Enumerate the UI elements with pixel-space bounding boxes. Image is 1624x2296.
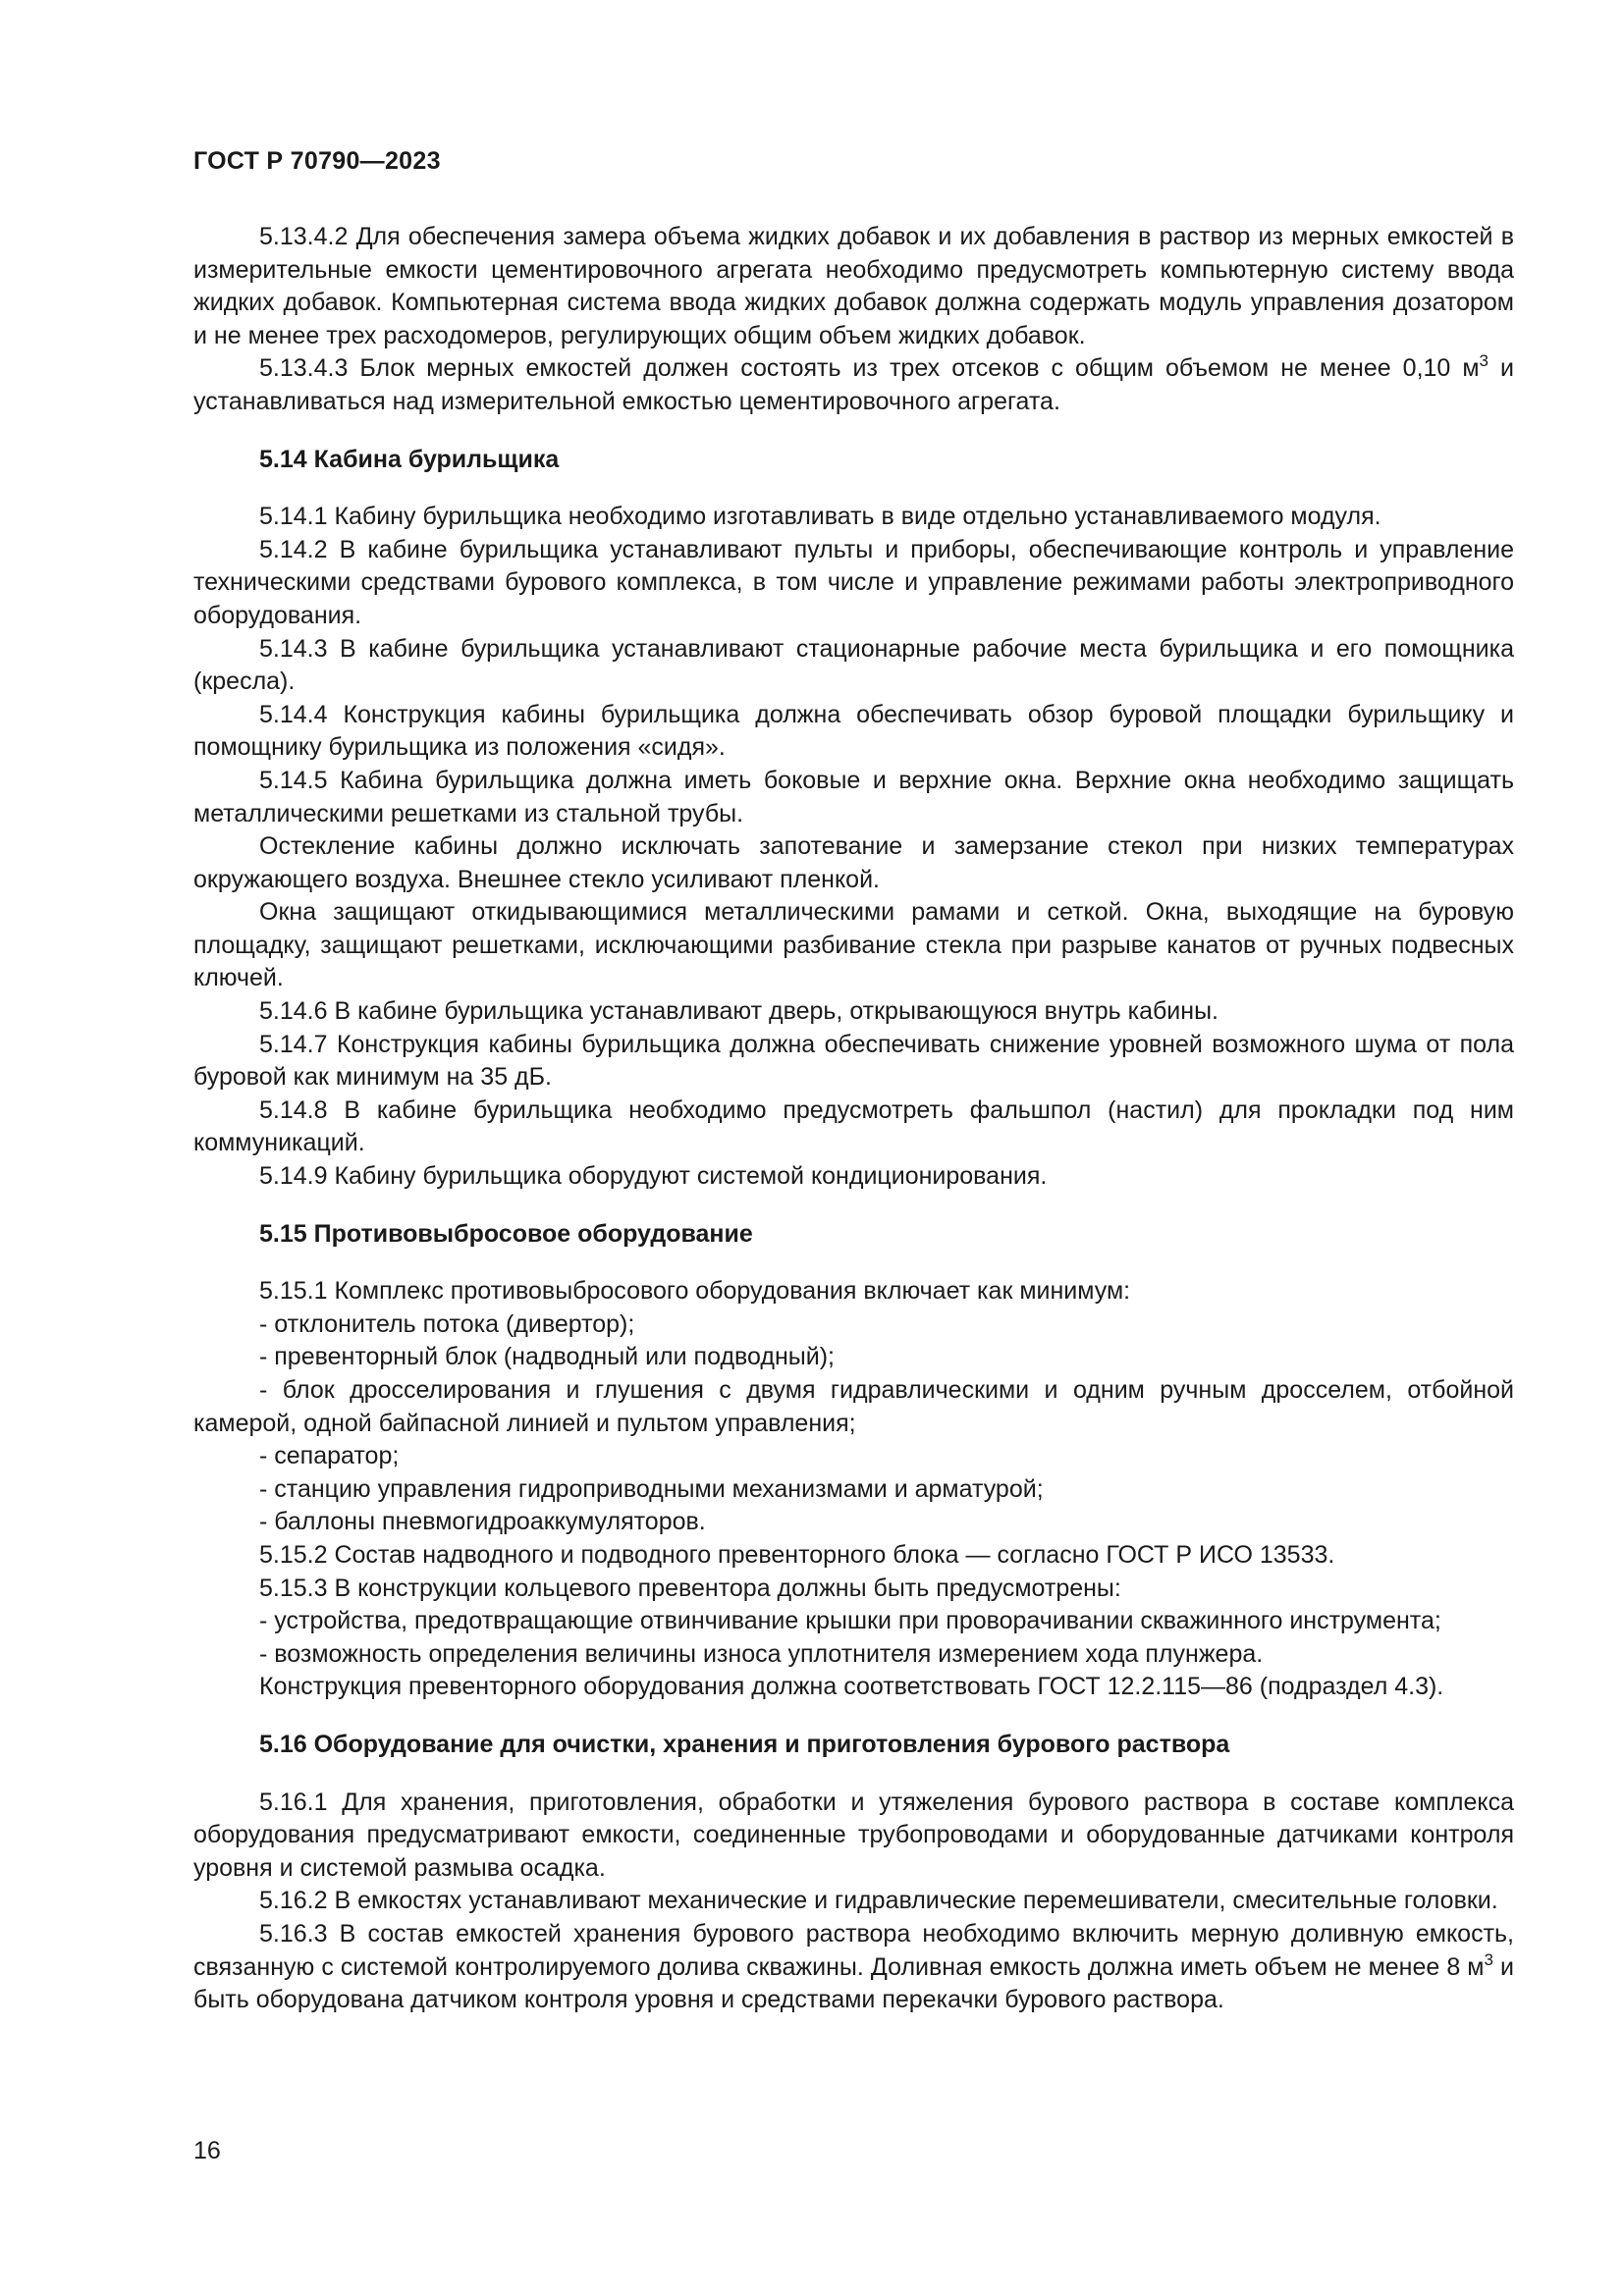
paragraph-5-14-7: 5.14.7 Конструкция кабины бурильщика должна обеспечивать снижение уровней возможного шума от пола буровой как минимум на 35 дБ. [193, 1030, 1514, 1092]
list-item: - сепаратор; [259, 1442, 400, 1470]
paragraph-5-16-1: 5.16.1 Для хранения, приготовления, обработки и утяжеления бурового раствора в составе комплекса оборудования предусматривают емкости, соединенные трубопроводами и оборудованные датчиками контроля уровня и системой размыва осадка. [193, 1788, 1514, 1882]
list-item: - блок дросселирования и глушения с двумя гидравлическими и одним ручным дросселем, отбойной камерой, одной байпасной линией и пультом управления; [193, 1376, 1514, 1437]
paragraph-5-13-4-3-text-end: и устанавливаться над измерительной емкостью цементировочного агрегата. [193, 354, 1514, 415]
paragraph-5-14-2: 5.14.2 В кабине бурильщика устанавливают пульты и приборы, обеспечивающие контроль и управление техническими средствами бурового комплекса, в том числе и управление режимами работы электроприводного оборудования. [193, 535, 1514, 629]
paragraph-5-13-4-3-text: 5.13.4.3 Блок мерных емкостей должен состоять из трех отсеков с общим объемом не менее 0,10 м [259, 354, 1480, 383]
paragraph-5-16-3 [193, 1918, 1514, 2017]
list-item: - превенторный блок (надводный или подводный); [259, 1343, 835, 1371]
document-header: ГОСТ Р 70790—2023 [193, 147, 441, 175]
paragraph-5-16-3-text: 5.16.3 В состав емкостей хранения бурового раствора необходимо включить мерную доливную емкость, связанную с системой контролируемого долива скважины. Доливная емкость должна иметь объем не менее 8 м [193, 1919, 1514, 1981]
paragraph-preventer: Конструкция превенторного оборудования должна соответствовать ГОСТ 12.2.115—86 (подраздел 4.3). [259, 1673, 1444, 1701]
paragraph-5-13-4-3 [193, 352, 1514, 418]
paragraph-5-14-5: 5.14.5 Кабина бурильщика должна иметь боковые и верхние окна. Верхние окна необходимо защищать металлическими решетками из стальной трубы. [193, 766, 1514, 828]
section-heading-5-14: 5.14 Кабина бурильщика [259, 445, 560, 473]
superscript-cubic: 3 [1479, 351, 1489, 371]
paragraph-5-14-9: 5.14.9 Кабину бурильщика оборудуют системой кондиционирования. [259, 1162, 1048, 1191]
paragraph-5-16-2: 5.16.2 В емкостях устанавливают механические и гидравлические перемешиватели, смесительные головки. [259, 1887, 1498, 1915]
list-item: - возможность определения величины износа уплотнителя измерением хода плунжера. [259, 1639, 1264, 1668]
paragraph-5-14-6: 5.14.6 В кабине бурильщика устанавливают дверь, открывающуюся внутрь кабины. [259, 997, 1218, 1026]
list-item: - отклонитель потока (дивертор); [259, 1309, 635, 1338]
paragraph-glazing: Остекление кабины должно исключать запотевание и замерзание стекол при низких температурах окружающего воздуха. Внешнее стекло усиливают пленкой. [193, 832, 1514, 893]
paragraph-5-14-3: 5.14.3 В кабине бурильщика устанавливают стационарные рабочие места бурильщика и его помощника (кресла). [193, 634, 1514, 696]
list-item: - устройства, предотвращающие отвинчивание крышки при проворачивании скважинного инструмента; [259, 1607, 1441, 1635]
paragraph-5-16-3-text-end: и быть оборудована датчиком контроля уровня и средствами перекачки бурового раствора. [193, 1952, 1514, 2014]
paragraph-5-14-8: 5.14.8 В кабине бурильщика необходимо предусмотреть фальшпол (настил) для прокладки под ним коммуникаций. [193, 1095, 1514, 1157]
paragraph-5-15-1: 5.15.1 Комплекс противовыбросового оборудования включает как минимум: [259, 1277, 1131, 1306]
paragraph-5-15-3: 5.15.3 В конструкции кольцевого превентора должны быть предусмотрены: [259, 1574, 1121, 1602]
page-number: 16 [193, 2137, 221, 2164]
section-heading-5-16: 5.16 Оборудование для очистки, хранения и приготовления бурового раствора [259, 1730, 1230, 1758]
list-item: - станцию управления гидроприводными механизмами и арматурой; [259, 1474, 1044, 1503]
paragraph-windows: Окна защищают откидывающимися металлическими рамами и сеткой. Окна, выходящие на буровую площадку, защищают решетками, исключающими разбивание стекла при разрыве канатов от ручных подвесных ключей. [193, 898, 1514, 992]
paragraph-5-14-4: 5.14.4 Конструкция кабины бурильщика должна обеспечивать обзор буровой площадки бурильщику и помощнику бурильщика из положения «сидя». [193, 700, 1514, 762]
section-heading-5-15: 5.15 Противовыбросовое оборудование [259, 1219, 753, 1248]
document-body [193, 221, 1514, 2017]
paragraph-5-14-1: 5.14.1 Кабину бурильщика необходимо изготавливать в виде отдельно устанавливаемого модуля. [259, 503, 1381, 531]
paragraph-5-15-2: 5.15.2 Состав надводного и подводного превенторного блока — согласно ГОСТ Р ИСО 13533. [259, 1540, 1335, 1569]
list-item: - баллоны пневмогидроаккумуляторов. [259, 1508, 706, 1536]
superscript-cubic: 3 [1484, 1949, 1493, 1969]
paragraph-5-13-4-2: 5.13.4.2 Для обеспечения замера объема жидких добавок и их добавления в раствор из мерных емкостей в измерительные емкости цементировочного агрегата необходимо предусмотреть компьютерную систему ввода жидких добавок. Компьютерная система ввода жидких добавок должна содержать модуль управления дозатором и не менее трех расходомеров, регулирующих общим объем жидких добавок. [193, 223, 1514, 349]
